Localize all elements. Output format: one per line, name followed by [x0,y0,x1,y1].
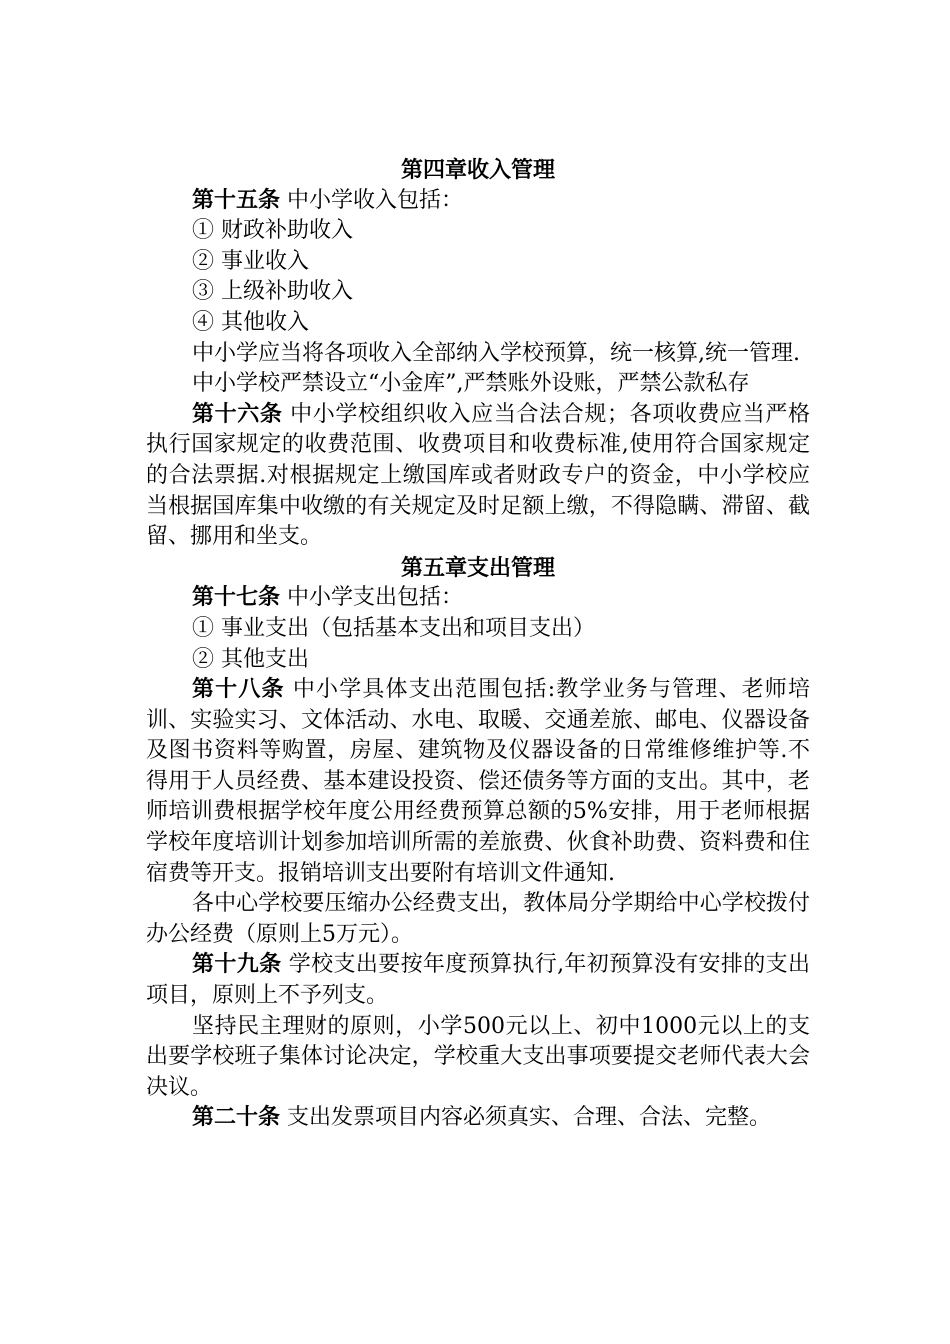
article-15-item-4: ④ 其他收入 [192,309,309,335]
article-18-text: 中小学具体支出范围包括:教学业务与管理、老师培训、实验实习、文体活动、水电、取暖、交通差旅、邮电、仪器设备及图书资料等购置，房屋、建筑物及仪器设备的日常维修维护等.不得用于人员经费、基本建设投资、偿还债务等方面的支出。其中，老师培训费根据学校年度公用经费预算总额的5%安排，用于老师根据学校年度培训计划参加培训所需的差旅费、伙食补助费、资料费和住宿费等开支。报销培训支出要附有培训文件通知. [146,677,810,886]
document-page [146,155,810,1134]
chapter-5-title: 第五章支出管理 [400,554,555,581]
article-16-label: 第十六条 [192,401,283,427]
chapter-4-title: 第四章收入管理 [400,157,555,183]
article-18-label: 第十八条 [192,677,285,703]
income-budget-paragraph: 中小学应当将各项收入全部纳入学校预算，统一核算,统一管理. [192,340,800,366]
office-expense-paragraph: 各中心学校要压缩办公经费支出，教体局分学期给中心学校拨付办公经费（原则上5万元）。 [146,891,810,947]
article-17-text: 中小学支出包括： [280,585,464,611]
article-19-text: 学校支出要按年度预算执行,年初预算没有安排的支出项目，原则上不予列支。 [146,952,810,1009]
article-15-item-1: ① 财政补助收入 [192,218,353,244]
article-17-label: 第十七条 [192,585,281,611]
article-19 [146,950,810,1011]
article-15-item-2: ② 事业收入 [192,248,309,274]
article-17-item-2: ② 其他支出 [192,646,309,672]
article-16 [146,400,810,553]
article-20-label: 第二十条 [192,1105,281,1131]
article-18 [146,675,810,889]
article-17 [146,583,810,614]
article-15 [146,186,810,217]
article-20 [146,1103,810,1134]
article-16-text: 中小学校组织收入应当合法合规；各项收费应当严格执行国家规定的收费范围、收费项目和收费标准,使用符合国家规定的合法票据.对根据规定上缴国库或者财政专户的资金，中小学校应当根据国库集中收缴的有关规定及时足额上缴，不得隐瞒、滞留、截留、挪用和坐支。 [146,401,810,550]
article-20-text: 支出发票项目内容必须真实、合理、合法、完整。 [280,1105,772,1131]
article-15-item-3: ③ 上级补助收入 [192,279,353,305]
article-17-item-1: ① 事业支出（包括基本支出和项目支出） [192,615,595,641]
democratic-finance-paragraph: 坚持民主理财的原则，小学500元以上、初中1000元以上的支出要学校班子集体讨论决定，学校重大支出事项要提交老师代表大会决议。 [146,1013,810,1100]
article-15-text: 中小学收入包括： [280,187,464,213]
article-15-label: 第十五条 [192,187,281,213]
article-19-label: 第十九条 [192,952,282,978]
slush-fund-paragraph: 中小学校严禁设立“小金库”,严禁账外设账，严禁公款私存 [192,371,750,397]
